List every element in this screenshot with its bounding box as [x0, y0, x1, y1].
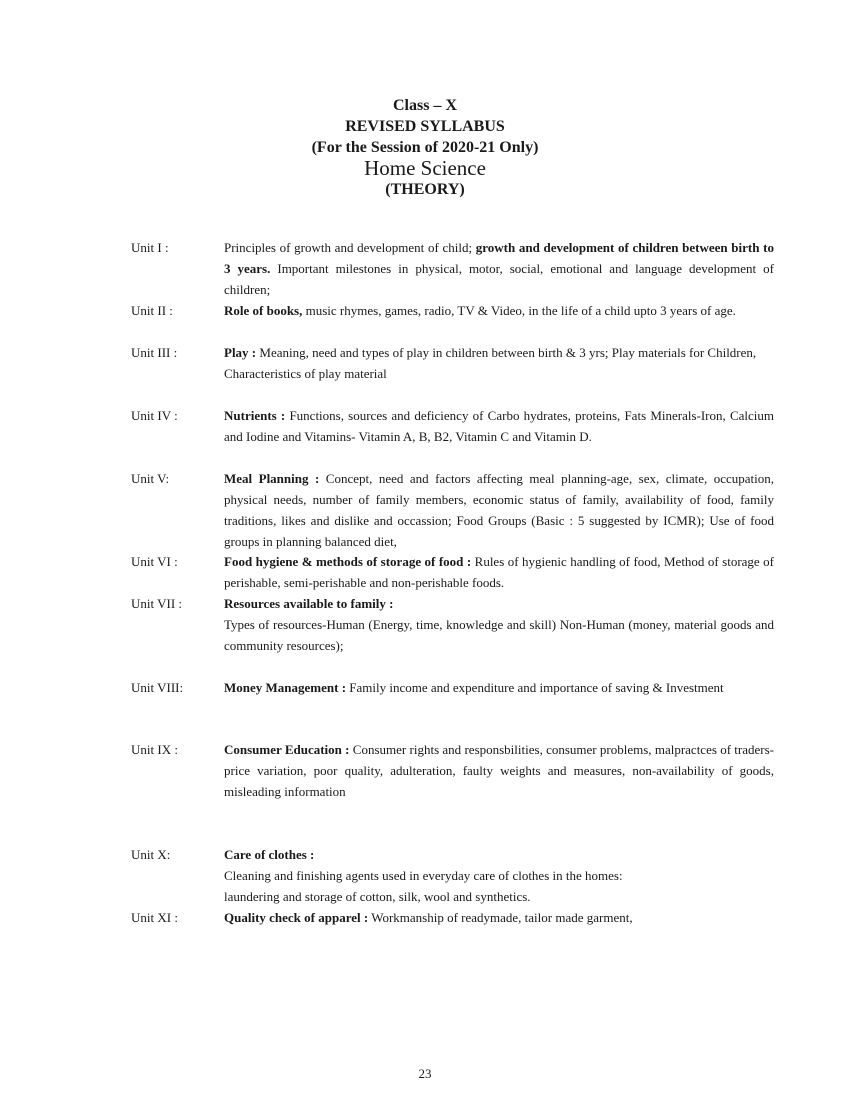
unit-text: Consumer rights and responsbilities, consumer problems, malpractces of traders-price variation, poor quality, adulteration, faulty weights and measures, non-availability of goods, misleading information [224, 742, 774, 799]
page-number: 23 [418, 1066, 432, 1081]
unit-description [224, 468, 774, 552]
unit-description [224, 677, 774, 698]
unit-title: Consumer Education : [224, 742, 350, 757]
unit-text: Concept, need and factors affecting meal planning-age, sex, climate, occupation, physical needs, number of family members, economic status of family, availability of food, family traditions, likes and dislike and occassion; Food Groups (Basic : 5 suggested by ICMR); Use of food groups in planning balanced diet, [224, 471, 774, 549]
unit-title: Money Management : [224, 680, 347, 695]
unit-text: Workmanship of readymade, tailor made garment, [368, 910, 633, 925]
unit-label: Unit II : [131, 303, 173, 318]
revised-syllabus-heading: REVISED SYLLABUS [345, 118, 505, 135]
unit-label: Unit I : [131, 240, 169, 255]
unit-label: Unit XI : [131, 910, 178, 925]
unit-label: Unit VI : [131, 554, 178, 569]
unit-label: Unit VIII: [131, 680, 184, 695]
session-heading: (For the Session of 2020-21 Only) [311, 139, 539, 156]
unit-text: music rhymes, games, radio, TV & Video, in the life of a child upto 3 years of age. [302, 303, 736, 318]
unit-description [224, 593, 774, 656]
unit-description [224, 844, 774, 907]
unit-title: Nutrients : [224, 408, 286, 423]
unit-description [224, 405, 774, 447]
unit-text: Rules of hygienic handling of food, Method of storage of perishable, semi-perishable and non-perishable foods. [224, 554, 774, 590]
unit-text: Types of resources-Human (Energy, time, knowledge and skill) Non-Human (money, material goods and community resources); [224, 617, 774, 653]
unit-title: Meal Planning : [224, 471, 320, 486]
unit-title: Food hygiene & methods of storage of food : [224, 554, 472, 569]
theory-heading: (THEORY) [385, 181, 465, 198]
unit-description [224, 739, 774, 802]
unit-text: Cleaning and finishing agents used in everyday care of clothes in the homes: [224, 868, 623, 883]
unit-text: Functions, sources and deficiency of Carbo hydrates, proteins, Fats Minerals-Iron, Calcium and Iodine and Vitamins- Vitamin A, B, B2, Vitamin C and Vitamin D. [224, 408, 775, 444]
unit-label: Unit IV : [131, 408, 178, 423]
unit-title: Role of books, [224, 303, 303, 318]
unit-label: Unit IX : [131, 742, 178, 757]
unit-description [224, 342, 774, 384]
unit-label: Unit VII : [131, 596, 183, 611]
unit-title: Quality check of apparel : [224, 910, 369, 925]
unit-text: Family income and expenditure and importance of saving & Investment [346, 680, 724, 695]
unit-text: laundering and storage of cotton, silk, wool and synthetics. [224, 889, 531, 904]
unit-title: Resources available to family : [224, 596, 394, 611]
class-heading: Class – X [392, 97, 457, 114]
unit-label: Unit III : [131, 345, 178, 360]
unit-label: Unit X: [131, 847, 171, 862]
subject-heading: Home Science [364, 156, 486, 180]
unit-label: Unit V: [131, 471, 170, 486]
unit-description [224, 907, 774, 928]
unit-title: growth and development of children between birth to 3 years. [224, 240, 774, 276]
unit-title: Care of clothes : [224, 847, 315, 862]
unit-description [224, 237, 774, 300]
unit-text: Meaning, need and types of play in children between birth & 3 yrs; Play materials for Children, Characteristics of play material [224, 345, 757, 381]
unit-description [224, 551, 774, 593]
unit-description [224, 300, 774, 321]
unit-title: Play : [224, 345, 257, 360]
unit-text: Important milestones in physical, motor, social, emotional and language development of children; [224, 261, 774, 297]
unit-text: Principles of growth and development of child; [224, 240, 476, 255]
